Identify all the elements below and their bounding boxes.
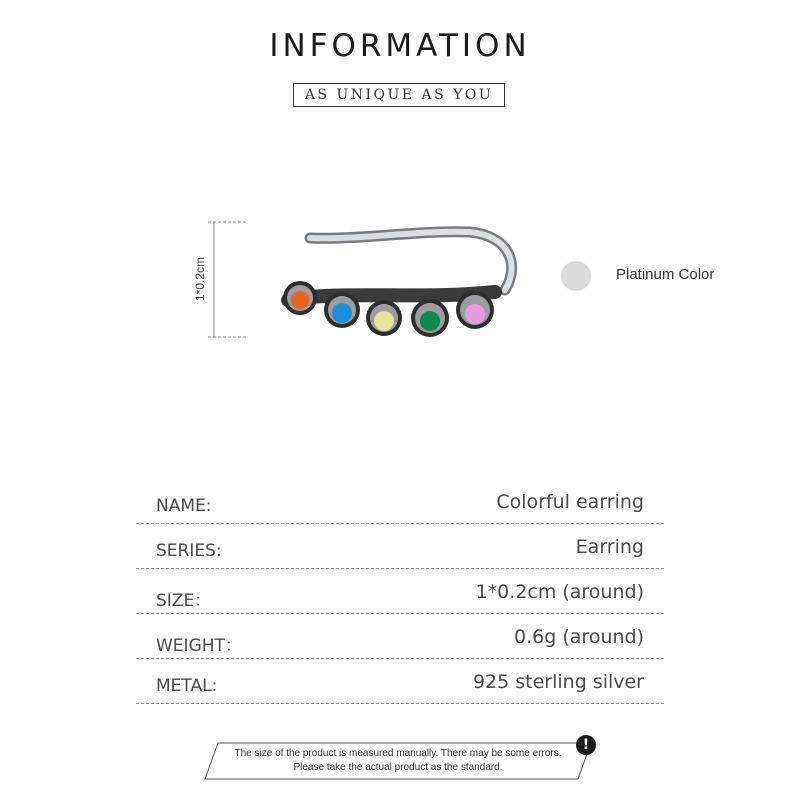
spec-row-metal bbox=[136, 660, 664, 704]
page-title: INFORMATION bbox=[269, 28, 531, 64]
spec-label: WEIGHT： bbox=[156, 636, 242, 656]
notice-line-1: The size of the product is measured manually. There may be some errors. bbox=[234, 748, 562, 759]
gem-setting-3 bbox=[366, 300, 402, 336]
gem-setting-5 bbox=[456, 291, 494, 329]
spec-label: NAME: bbox=[156, 496, 212, 516]
spec-label: SERIES: bbox=[156, 541, 222, 561]
spec-row-weight bbox=[136, 615, 664, 659]
spec-value: Colorful earring bbox=[496, 491, 644, 513]
spec-row-name bbox=[136, 480, 664, 524]
exclamation-icon: ! bbox=[576, 735, 596, 755]
earring-wire bbox=[288, 232, 512, 300]
spec-value: 925 sterling silver bbox=[472, 671, 644, 693]
spec-value: Earring bbox=[575, 536, 644, 558]
measurement-notice bbox=[204, 737, 592, 780]
dimension-guide bbox=[208, 222, 248, 337]
spec-row-size bbox=[136, 570, 664, 614]
spec-value: 0.6g (around) bbox=[514, 626, 644, 648]
spec-table bbox=[136, 480, 664, 705]
spec-value: 1*0.2cm (around) bbox=[475, 581, 644, 603]
page-subtitle: AS UNIQUE AS YOU bbox=[293, 83, 505, 107]
notice-line-2: Please take the actual product as the standard. bbox=[293, 762, 503, 773]
gem-setting-1 bbox=[283, 281, 317, 315]
spec-row-series bbox=[136, 525, 664, 569]
gem-setting-4 bbox=[411, 299, 449, 337]
spec-label: SIZE： bbox=[156, 591, 212, 611]
notice-text bbox=[204, 747, 592, 775]
spec-label: METAL: bbox=[156, 676, 218, 696]
gem-setting-2 bbox=[324, 292, 360, 328]
dimension-label: 1*0.2cm bbox=[193, 256, 207, 302]
color-option-label: Platinum Color bbox=[616, 266, 715, 283]
platinum-color-swatch[interactable] bbox=[561, 261, 591, 291]
